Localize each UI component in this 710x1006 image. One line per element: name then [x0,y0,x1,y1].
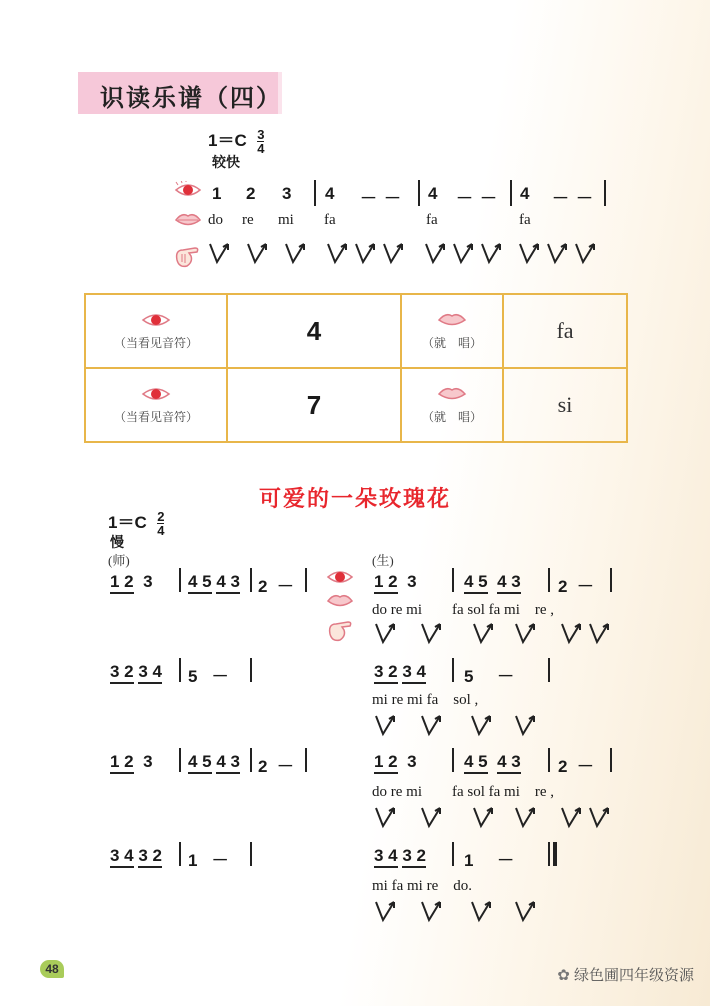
note-group: 3 4 [402,662,426,684]
song-line [558,572,594,597]
table-syllable: si [557,392,573,417]
note-group: 1 2 [374,752,398,774]
song-line [258,752,294,777]
note: － [211,667,229,686]
note: 3 [407,572,417,591]
sing-caption: （就 唱） [421,335,482,350]
note: 5 [464,667,474,686]
barline [548,748,550,772]
song-line [258,572,294,597]
song-line [558,752,594,777]
exercise-key-signature [208,126,264,155]
note: － [576,577,594,596]
barline [179,658,181,682]
song-line [110,662,162,682]
ex-syl: fa [324,212,336,228]
mouth-icon [326,592,354,610]
song-line [110,572,153,592]
barline [452,748,454,772]
song-line [188,846,229,871]
syllable-cell [503,368,627,442]
note-group: 4 3 [497,572,521,594]
key-label: 1＝C [108,513,147,532]
note: 1 [464,851,474,870]
note-group: 4 5 [188,752,212,774]
note-group: 1 2 [374,572,398,594]
note: 2 [258,577,268,596]
exercise-tempo: 较快 [212,154,240,170]
note-group: 4 5 [464,752,488,774]
note-group: 4 5 [188,572,212,594]
song-syllables: mi fa mi re do. [372,878,472,894]
barline [418,180,420,206]
ex-note-4: 4 [325,184,335,203]
barline [179,568,181,592]
ex-syl: mi [278,212,294,228]
ex-dash: － [360,189,377,208]
song-line [374,846,426,866]
mouth-icon [437,385,467,403]
barline [305,568,307,592]
ex-syl: fa [426,212,438,228]
barline [452,842,454,866]
eye-icon [141,385,171,403]
note: － [276,757,294,776]
note-group: 3 2 [402,846,426,868]
chat-icon: ✿ [557,967,570,984]
barline [548,568,550,592]
barline [510,180,512,206]
ex-dash: － [456,189,473,208]
ex-syl: do [208,212,223,228]
note: 5 [188,667,198,686]
song-line [374,572,417,592]
see-caption: （当看见音符） [113,409,198,424]
barline [250,842,252,866]
note: 3 [143,572,153,591]
ex-note-2: 2 [246,184,256,203]
hand-icon [326,614,356,644]
final-barline-thin [548,842,550,866]
sing-cell [401,294,503,368]
ex-note-5: 4 [428,184,438,203]
note-cell [227,294,401,368]
note-group: 3 4 [374,846,398,868]
ex-note-3: 3 [282,184,292,203]
barline [604,180,606,206]
beat-marks [374,804,624,830]
song-line [188,662,229,687]
song-line [464,572,521,592]
note-group: 3 4 [110,846,134,868]
song-line [464,752,521,772]
ex-dash: － [552,189,569,208]
beat-marks [374,620,624,646]
song-line [464,846,514,871]
ex-dash: － [480,189,497,208]
note-group: 4 3 [216,752,240,774]
beat-marks [208,240,608,268]
note: － [276,577,294,596]
table-syllable: fa [556,318,574,343]
ex-dash: － [384,189,401,208]
ex-dash: － [576,189,593,208]
song-tempo: 慢 [110,534,124,550]
eye-icon [174,181,202,199]
eye-icon [326,568,354,586]
song-line [374,752,417,772]
hand-icon [173,240,203,270]
note-group: 3 4 [138,662,162,684]
time-signature [257,128,264,155]
song-line [188,572,240,592]
note-group: 3 2 [138,846,162,868]
barline [548,658,550,682]
ex-note-1: 1 [212,184,222,203]
song-syllables: do re mi fa sol fa mi re , [372,602,555,618]
note-group: 4 5 [464,572,488,594]
barline [610,748,612,772]
barline [250,568,252,592]
barline [179,842,181,866]
sing-cell [401,368,503,442]
mouth-icon [437,311,467,329]
note-group: 4 3 [497,752,521,774]
barline [610,568,612,592]
note-group: 3 2 [374,662,398,684]
watermark-text: 绿色圃四年级资源 [573,967,694,984]
barline [305,748,307,772]
song-line [188,752,240,772]
syllable-cell [503,294,627,368]
key-label: 1＝C [208,131,247,150]
song-syllables: mi re mi fa sol , [372,692,479,708]
time-top: 3 [257,127,265,143]
note: 1 [188,851,198,870]
note: 3 [143,752,153,771]
note-group: 1 2 [110,752,134,774]
note: 2 [258,757,268,776]
exercise-title: 识读乐谱（四） [100,85,282,112]
barline [452,568,454,592]
teacher-label: (师) [108,553,130,568]
note: － [576,757,594,776]
note-group: 1 2 [110,572,134,594]
final-barline-thick [553,842,557,866]
time-bottom: 4 [157,523,165,539]
song-line [374,662,426,682]
barline [179,748,181,772]
sing-caption: （就 唱） [421,409,482,424]
time-bottom: 4 [257,141,265,157]
barline [250,748,252,772]
note-cell [227,368,401,442]
note: 2 [558,577,568,596]
eye-icon [141,311,171,329]
page-number: 48 [40,960,64,978]
see-caption: （当看见音符） [113,335,198,350]
see-cell [85,294,227,368]
note-table [84,293,628,443]
time-signature [157,510,164,537]
table-note: 4 [306,315,322,346]
beat-marks [374,712,554,738]
time-top: 2 [157,509,165,525]
ex-syl: re [242,212,254,228]
table-note: 7 [306,389,322,420]
song-syllables: do re mi fa sol fa mi re , [372,784,555,800]
song-line [110,846,162,866]
see-cell [85,368,227,442]
song-line [110,752,153,772]
note: － [497,667,515,686]
ex-note-6: 4 [520,184,530,203]
beat-marks [374,898,554,924]
note: 2 [558,757,568,776]
note-group: 4 3 [216,572,240,594]
note: 3 [407,752,417,771]
student-label: (生) [372,553,394,568]
song-line [464,662,514,687]
barline [314,180,316,206]
mouth-icon [174,211,202,229]
ex-syl: fa [519,212,531,228]
barline [250,658,252,682]
note-group: 3 2 [110,662,134,684]
barline [452,658,454,682]
note: － [497,851,515,870]
watermark [557,964,694,985]
note: － [211,851,229,870]
song-title: 可爱的一朵玫瑰花 [258,486,451,511]
